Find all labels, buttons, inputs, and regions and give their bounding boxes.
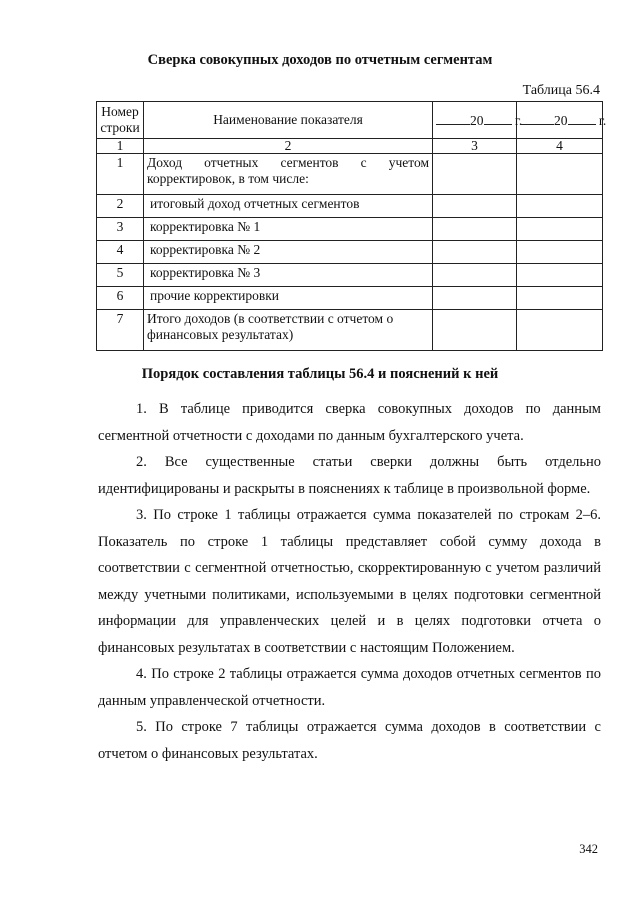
row-number: 2 [97,195,144,218]
row-number: 6 [97,287,144,310]
column-number: 2 [144,139,433,154]
paragraph: 4. По строке 2 таблицы отражается сумма доходов отчетных сегментов по данным управленческой отчетности. [98,666,601,709]
value-cell [517,241,603,264]
row-label: итоговый доход отчетных сегментов [144,195,433,218]
row-number: 7 [97,310,144,351]
table-row [97,154,603,195]
value-cell [433,241,517,264]
table-row [97,264,603,287]
row-number: 4 [97,241,144,264]
column-number-row [97,139,603,154]
header-period-1-year: 20 [470,113,484,128]
value-cell [433,195,517,218]
value-cell [517,195,603,218]
table-row [97,218,603,241]
paragraph: 5. По строке 7 таблицы отражается сумма доходов в соответствии с отчетом о финансовых результатах. [98,719,601,762]
row-label: корректировка № 2 [144,241,433,264]
value-cell [517,264,603,287]
column-number: 3 [433,139,517,154]
row-number: 1 [97,154,144,195]
table-row [97,241,603,264]
page-title: Сверка совокупных доходов по отчетным сегментам [147,52,493,68]
paragraph: 2. Все существенные статьи сверки должны быть отдельно идентифицированы и раскрыты в пояснениях к таблице в произвольной форме. [98,454,601,497]
table-caption: Таблица 56.4 [522,83,600,98]
row-number: 5 [97,264,144,287]
column-number: 1 [97,139,144,154]
row-number: 3 [97,218,144,241]
value-cell [433,264,517,287]
row-label: Доход отчетных сегментов с учетом корректировок, в том числе: [144,154,433,195]
value-cell [517,310,603,351]
row-label: прочие корректировки [144,287,433,310]
header-period-1 [433,102,523,139]
value-cell [517,154,603,195]
table-row [97,287,603,310]
header-period-2-suffix: г. [598,113,607,128]
header-period-1-suffix: г. [514,113,523,128]
value-cell [517,287,603,310]
header-indicator: Наименование показателя [144,102,433,139]
value-cell [433,154,517,195]
page-number: 342 [579,842,598,856]
table-row [97,195,603,218]
section-title: Порядок составления таблицы 56.4 и пояснений к ней [141,366,499,382]
paragraph: 3. По строке 1 таблицы отражается сумма показателей по строкам 2–6. Показатель по строке 1 таблицы представляет собой сумму дохода в соответствии с сегментной отчетностью, скорректированную с учетом различий между учетными политиками, используемыми в целях подготовки сегментной информации для управленческих целей и в целях подготовки отчета о финансовых результатах в соответствии с настоящим Положением. [98,507,601,656]
table-header-row [97,102,603,139]
row-label: корректировка № 3 [144,264,433,287]
value-cell [433,310,517,351]
value-cell [517,218,603,241]
reconciliation-table [96,101,607,351]
header-row-number: Номер строки [97,102,144,139]
instructions-body [98,396,601,767]
row-label: корректировка № 1 [144,218,433,241]
row-label: Итого доходов (в соответствии с отчетом о финансовых результатах) [144,310,433,351]
table-row [97,310,603,351]
column-number: 4 [517,139,603,154]
value-cell [433,287,517,310]
value-cell [433,218,517,241]
paragraph: 1. В таблице приводится сверка совокупных доходов по данным сегментной отчетности с доходами по данным бухгалтерского учета. [98,401,601,444]
header-period-2 [514,102,607,139]
header-period-2-year: 20 [554,113,568,128]
